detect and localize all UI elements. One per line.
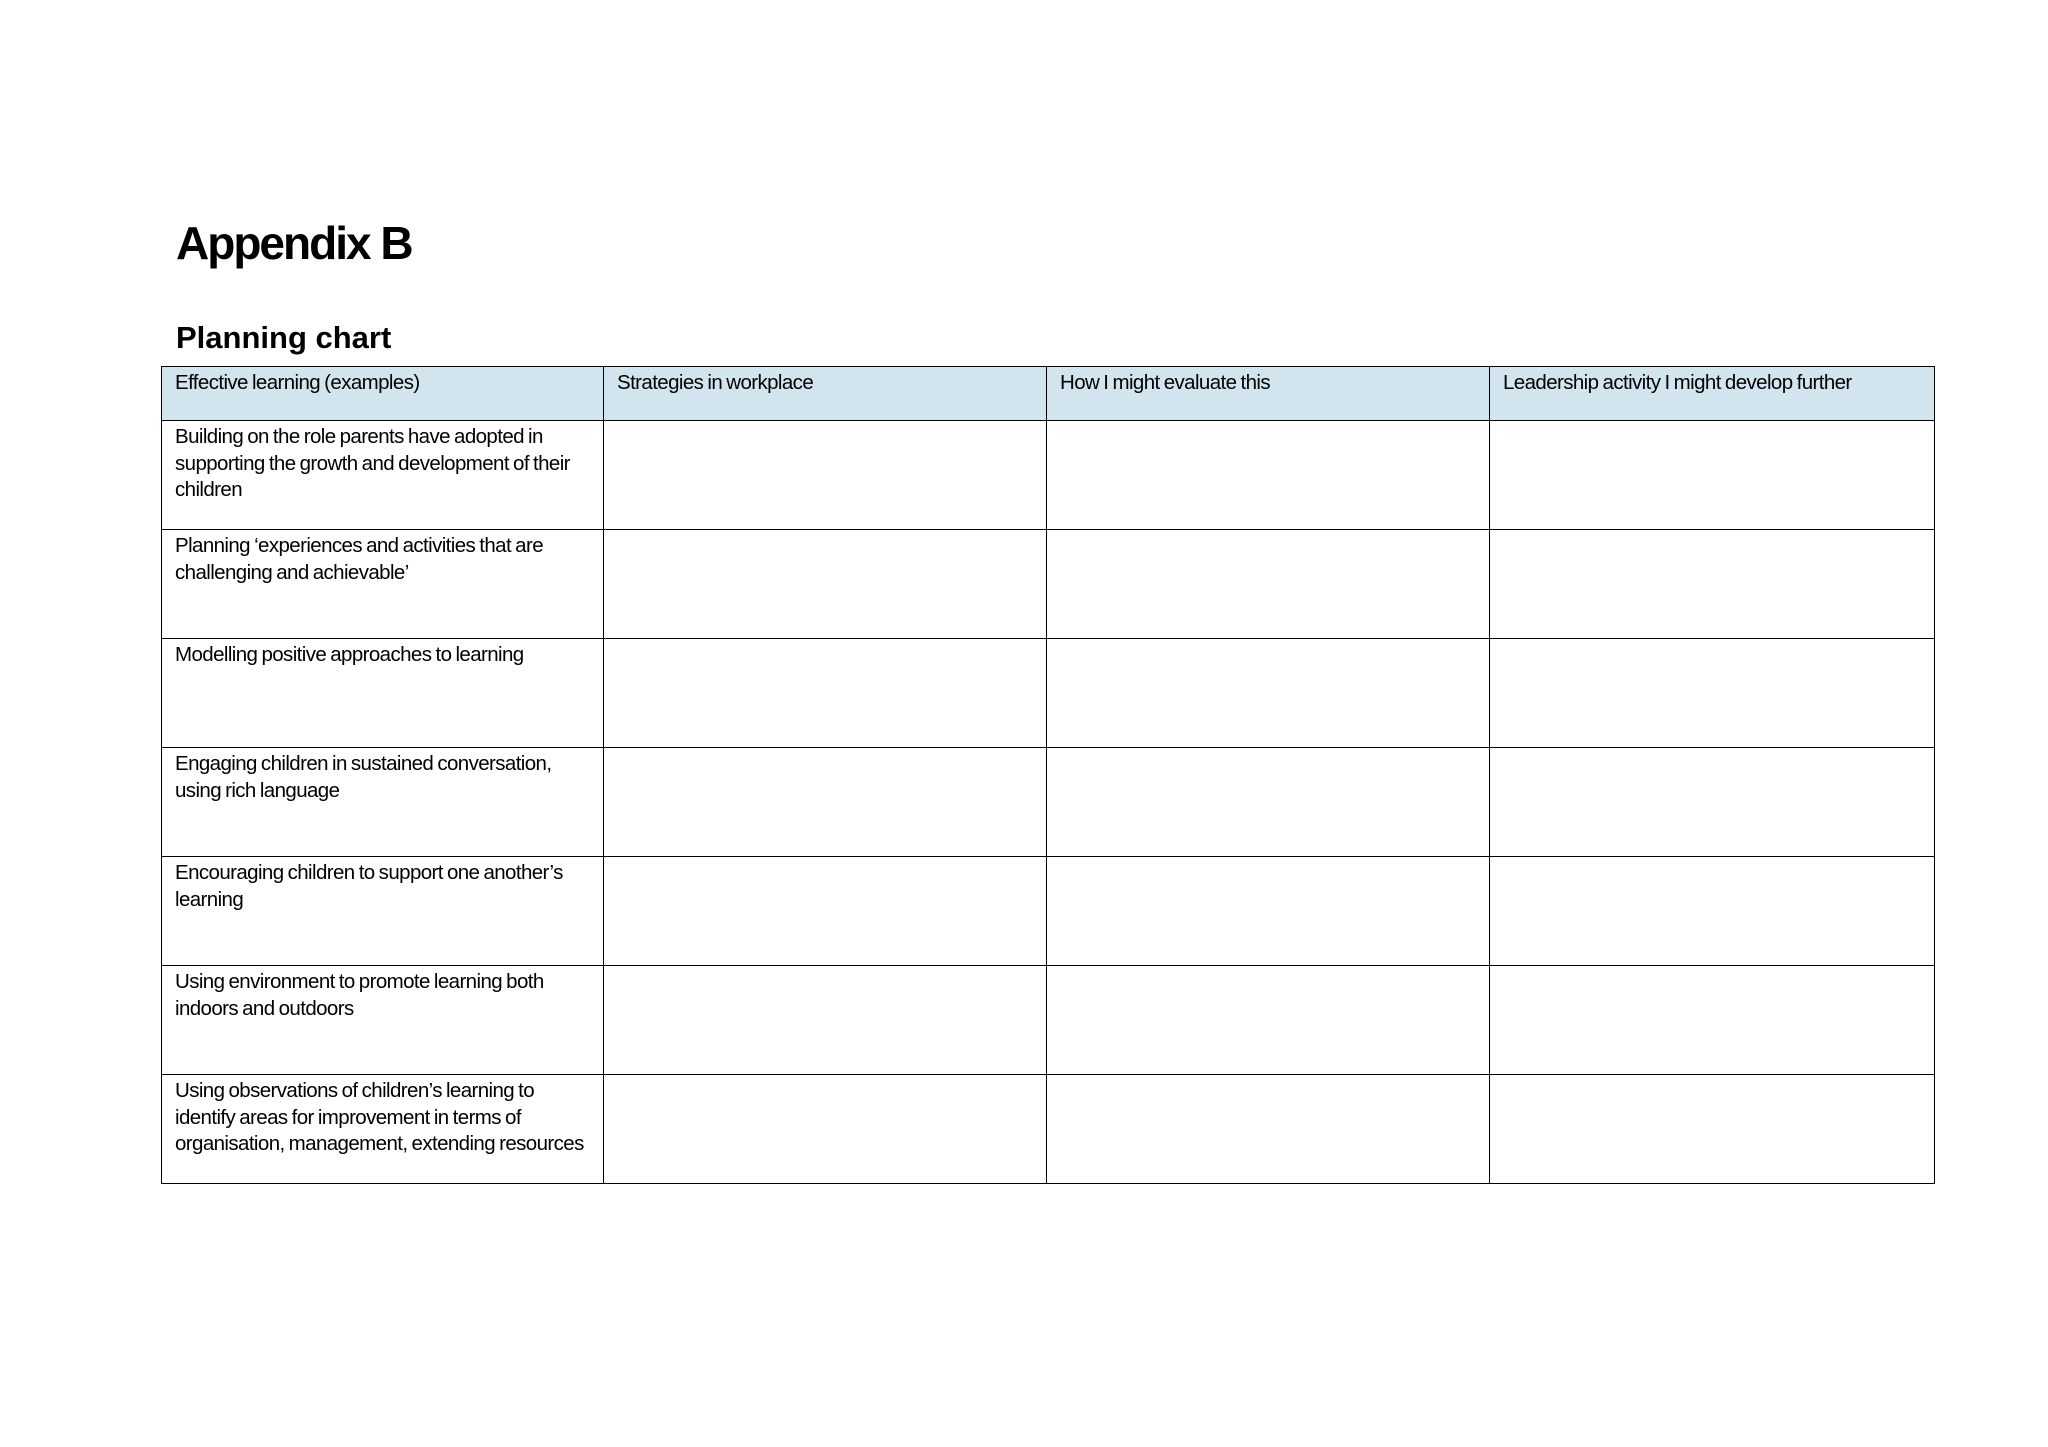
evaluation-cell[interactable] (1047, 530, 1490, 639)
row-label: Planning ‘experiences and activities that are challenging and achievable’ (162, 530, 604, 639)
strategies-cell[interactable] (604, 857, 1047, 966)
column-header-effective-learning: Effective learning (examples) (162, 367, 604, 421)
row-label: Building on the role parents have adopted in supporting the growth and development of their children (162, 421, 604, 530)
column-header-evaluation: How I might evaluate this (1047, 367, 1490, 421)
table-row (162, 966, 1935, 1075)
evaluation-cell[interactable] (1047, 748, 1490, 857)
strategies-cell[interactable] (604, 639, 1047, 748)
strategies-cell[interactable] (604, 530, 1047, 639)
page-title: Appendix B (176, 217, 412, 269)
leadership-cell[interactable] (1490, 639, 1935, 748)
row-label: Engaging children in sustained conversation, using rich language (162, 748, 604, 857)
table-row (162, 857, 1935, 966)
evaluation-cell[interactable] (1047, 1075, 1490, 1184)
strategies-cell[interactable] (604, 748, 1047, 857)
evaluation-cell[interactable] (1047, 421, 1490, 530)
strategies-cell[interactable] (604, 966, 1047, 1075)
column-header-leadership-activity: Leadership activity I might develop further (1490, 367, 1935, 421)
evaluation-cell[interactable] (1047, 639, 1490, 748)
leadership-cell[interactable] (1490, 966, 1935, 1075)
strategies-cell[interactable] (604, 1075, 1047, 1184)
section-title: Planning chart (176, 320, 392, 355)
table-row (162, 530, 1935, 639)
column-header-strategies: Strategies in workplace (604, 367, 1047, 421)
planning-chart-table (161, 366, 1935, 1184)
row-label: Using observations of children’s learning to identify areas for improvement in terms of organisation, management, extending resources (162, 1075, 604, 1184)
row-label: Using environment to promote learning both indoors and outdoors (162, 966, 604, 1075)
evaluation-cell[interactable] (1047, 966, 1490, 1075)
leadership-cell[interactable] (1490, 421, 1935, 530)
table-row (162, 1075, 1935, 1184)
row-label: Encouraging children to support one another’s learning (162, 857, 604, 966)
leadership-cell[interactable] (1490, 530, 1935, 639)
evaluation-cell[interactable] (1047, 857, 1490, 966)
table-header-row (162, 367, 1935, 421)
table-row (162, 748, 1935, 857)
strategies-cell[interactable] (604, 421, 1047, 530)
row-label: Modelling positive approaches to learning (162, 639, 604, 748)
leadership-cell[interactable] (1490, 748, 1935, 857)
leadership-cell[interactable] (1490, 857, 1935, 966)
table-row (162, 639, 1935, 748)
table-row (162, 421, 1935, 530)
leadership-cell[interactable] (1490, 1075, 1935, 1184)
